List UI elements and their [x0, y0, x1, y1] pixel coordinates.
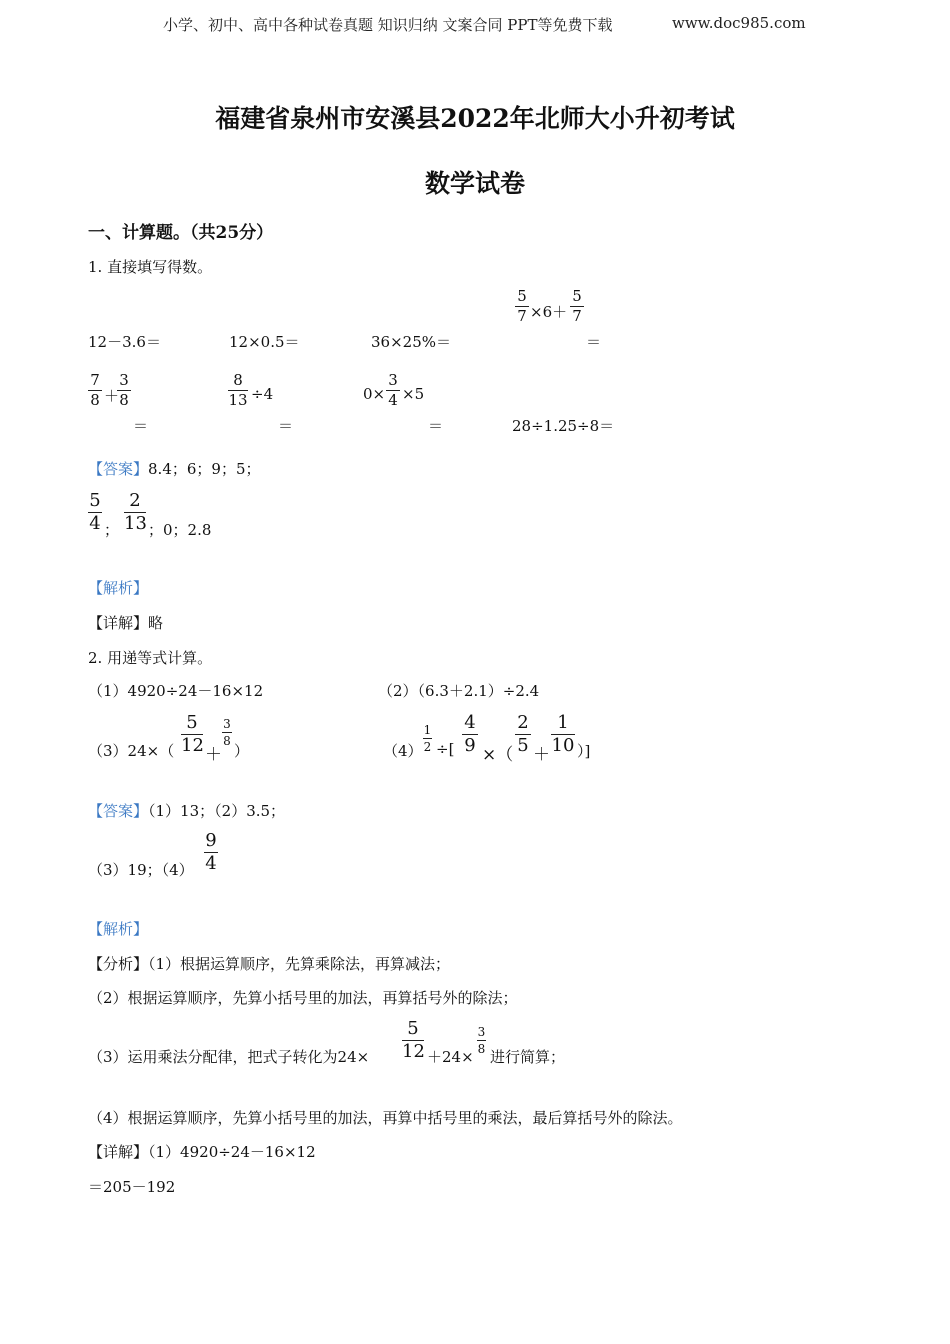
fenxi-text: （1）根据运算顺序，先算乘除法，再算减法； [148, 955, 451, 973]
header-link[interactable]: www.doc985.com [672, 14, 806, 32]
fenxi-line [88, 953, 450, 974]
equals: ＝ [133, 417, 149, 435]
answer-tail: ；0；2.8 [148, 521, 212, 539]
answer-text: 8.4；6；9；5； [148, 460, 261, 478]
detail-line [88, 612, 163, 633]
q2-item3-pre: （3）24×（ [88, 742, 175, 760]
fraction: 4 9 [462, 714, 478, 755]
fraction: 3 8 [477, 1025, 486, 1056]
fraction: 5 7 [570, 289, 584, 324]
answer-label: 【答案】 [88, 460, 149, 478]
q1-prompt: 1. 直接填写得数。 [88, 258, 213, 276]
operator: ＋24× [427, 1048, 474, 1066]
header-text: 小学、初中、高中各种试卷真题 知识归纳 文案合同 PPT等免费下载 [163, 16, 613, 34]
fraction: 3 4 [386, 373, 400, 408]
operator: ×（ [482, 745, 514, 765]
fraction: 5 12 [402, 1018, 425, 1062]
detail-line [88, 1141, 316, 1162]
equals: ＝ [278, 417, 294, 435]
answer-line [88, 800, 285, 821]
fraction: 7 8 [88, 373, 102, 408]
operator: ＋ [533, 745, 550, 765]
q1-item: 28÷1.25÷8＝ [512, 417, 615, 435]
operator: ＋ [104, 387, 120, 405]
q1-item: 12－3.6＝ [88, 333, 161, 351]
answer-line [88, 458, 261, 479]
fenxi-tail: 进行简算； [490, 1048, 566, 1066]
doc-title: 福建省泉州市安溪县2022年北师大小升初考试 [215, 104, 735, 133]
fraction: 2 5 [515, 714, 531, 755]
answer-text: （1）13；（2）3.5； [148, 802, 286, 820]
fenxi-line: （4）根据运算顺序，先算小括号里的加法，再算中括号里的乘法，最后算括号外的除法。 [88, 1109, 683, 1127]
operator: 0× [363, 385, 386, 403]
operator: ÷[ [436, 740, 455, 758]
q1-item: 36×25%＝ [371, 333, 451, 351]
q2-prompt: 2. 用递等式计算。 [88, 649, 213, 667]
q1-item: 12×0.5＝ [229, 333, 300, 351]
fenxi-label: 【分析】 [88, 955, 149, 973]
separator: ； [104, 521, 120, 539]
fraction: 1 10 [551, 712, 575, 756]
section-heading: 一、计算题。（共25分） [88, 223, 274, 243]
equals: ＝ [428, 417, 444, 435]
answer-fraction: 5 4 [89, 490, 101, 534]
fraction: 3 8 [117, 373, 131, 408]
answer-fraction: 2 13 [124, 490, 147, 534]
analysis-label: 【解析】 [88, 920, 149, 938]
doc-subtitle: 数学试卷 [424, 169, 525, 198]
equals: ＝ [586, 333, 602, 351]
detail-label: 【详解】 [88, 614, 149, 632]
analysis-label: 【解析】 [88, 579, 149, 597]
operator: ＋ [205, 745, 222, 765]
q2-item4-pre: （4） [383, 742, 423, 760]
detail-text: 略 [148, 614, 164, 632]
fraction: 5 7 [515, 289, 529, 324]
answer-label: 【答案】 [88, 802, 149, 820]
operator: ×5 [402, 385, 425, 403]
paren: ） [234, 742, 250, 760]
operator: ÷4 [251, 385, 274, 403]
paren: ）] [577, 742, 591, 760]
fraction: 3 8 [223, 717, 231, 748]
answer-fraction: 9 4 [205, 830, 217, 874]
detail-text: （1）4920÷24－16×12 [148, 1143, 316, 1161]
q2-item: （2）（6.3＋2.1）÷2.4 [378, 682, 540, 700]
fenxi-line: （3）运用乘法分配律，把式子转化为24× [88, 1048, 370, 1066]
operator: ×6＋ [530, 303, 568, 321]
fraction: 8 13 [228, 371, 248, 409]
detail-line: ＝205－192 [88, 1178, 176, 1196]
fraction: 5 12 [181, 712, 204, 756]
q2-item: （1）4920÷24－16×12 [88, 682, 264, 700]
answer-line: （3）19；（4） [88, 861, 194, 879]
detail-label: 【详解】 [88, 1143, 149, 1161]
fraction: 1 2 [423, 723, 432, 754]
fenxi-line: （2）根据运算顺序，先算小括号里的加法，再算括号外的除法； [88, 989, 518, 1007]
